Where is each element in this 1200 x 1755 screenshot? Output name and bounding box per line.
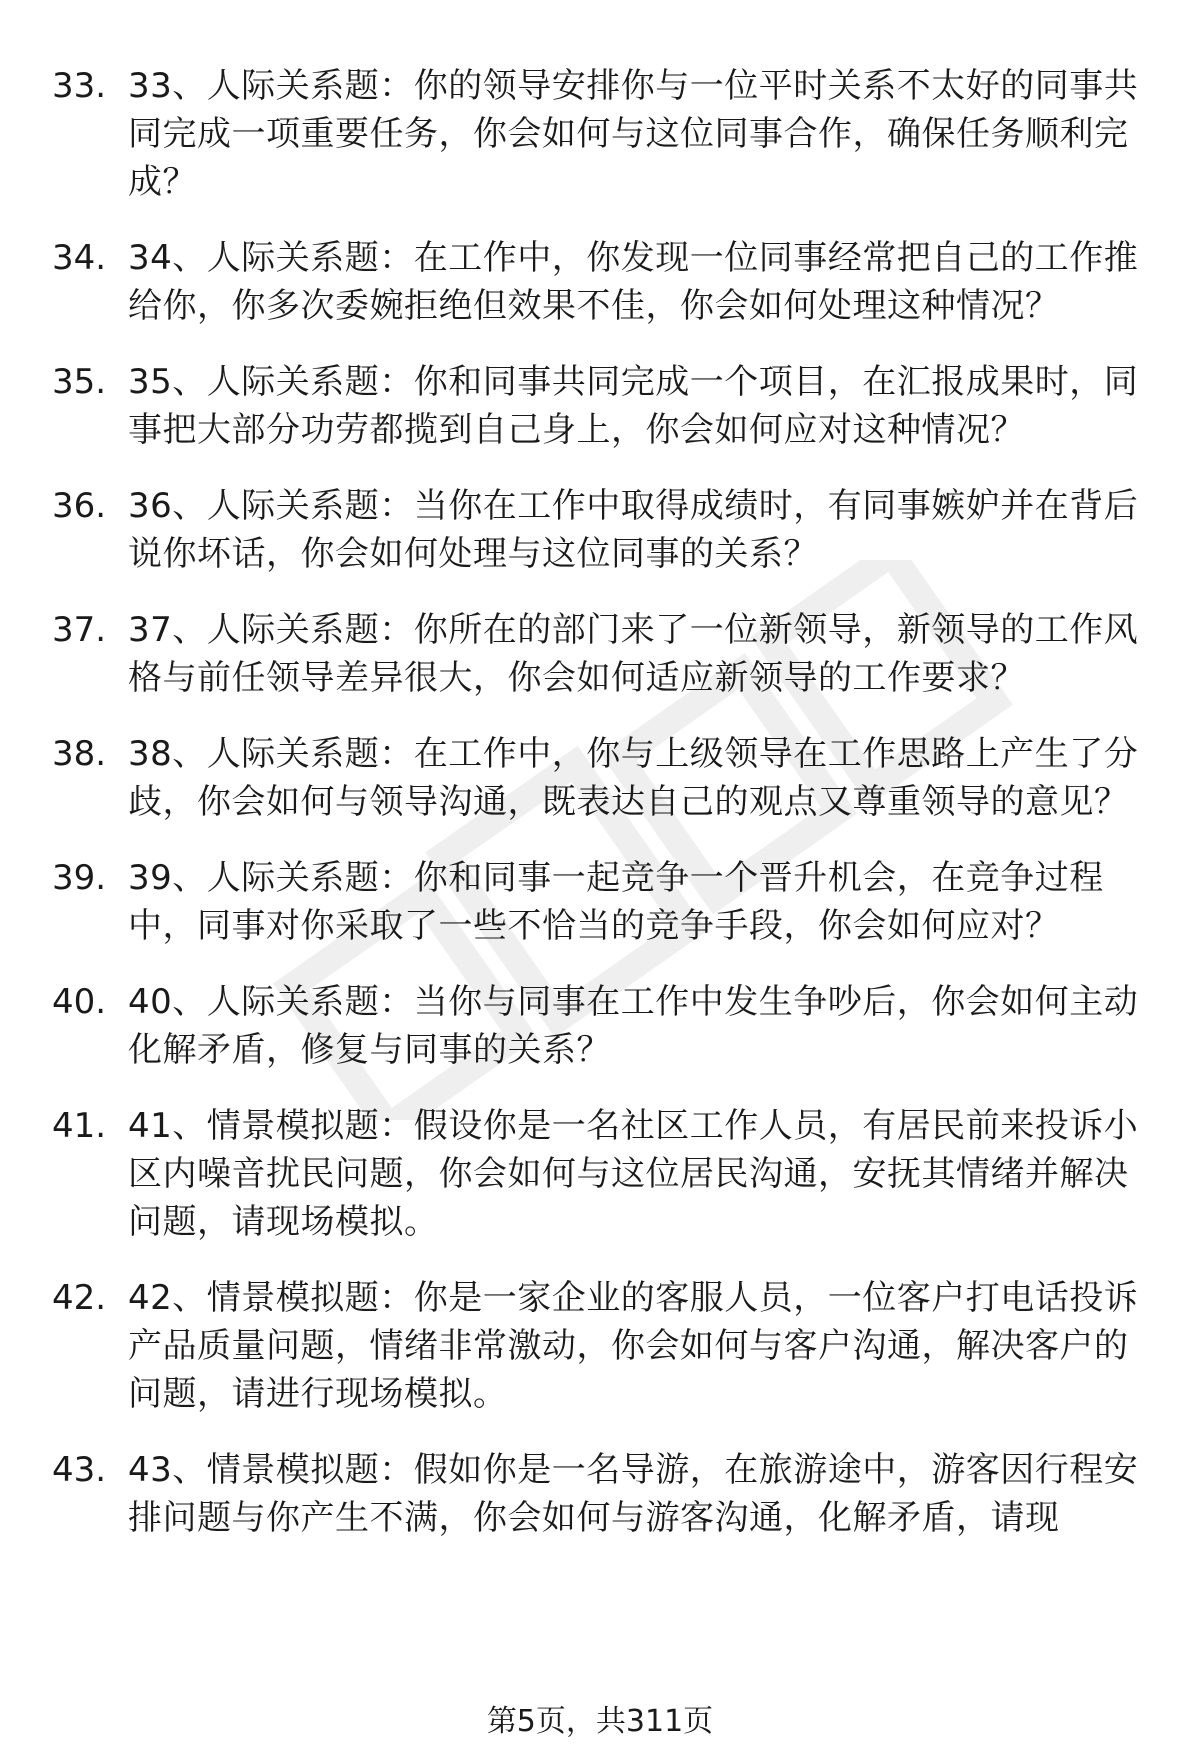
question-number: 38.: [52, 734, 107, 774]
question-item: [0, 854, 1200, 950]
question-number: 41.: [52, 1106, 107, 1146]
question-item: [0, 730, 1200, 826]
question-number: 42.: [52, 1278, 107, 1318]
question-number: 33.: [52, 66, 107, 106]
question-number: 39.: [52, 858, 107, 898]
question-text: 34、人际关系题：在工作中，你发现一位同事经常把自己的工作推给你，你多次委婉拒绝但效果不佳，你会如何处理这种情况？: [128, 238, 1139, 326]
question-item: [0, 978, 1200, 1074]
question-number: 35.: [52, 362, 107, 402]
question-item: [0, 234, 1200, 330]
question-item: [0, 1446, 1200, 1542]
question-item: [0, 482, 1200, 578]
question-text: 35、人际关系题：你和同事共同完成一个项目，在汇报成果时，同事把大部分功劳都揽到自己身上，你会如何应对这种情况？: [128, 362, 1139, 450]
question-item: [0, 606, 1200, 702]
question-text: 33、人际关系题：你的领导安排你与一位平时关系不太好的同事共同完成一项重要任务，你会如何与这位同事合作，确保任务顺利完成？: [128, 66, 1139, 202]
question-text: 40、人际关系题：当你与同事在工作中发生争吵后，你会如何主动化解矛盾，修复与同事的关系？: [128, 982, 1139, 1070]
question-text: 36、人际关系题：当你在工作中取得成绩时，有同事嫉妒并在背后说你坏话，你会如何处理与这位同事的关系？: [128, 486, 1139, 574]
question-text: 42、情景模拟题：你是一家企业的客服人员，一位客户打电话投诉产品质量问题，情绪非常激动，你会如何与客户沟通，解决客户的问题，请进行现场模拟。: [128, 1278, 1139, 1414]
question-text: 43、情景模拟题：假如你是一名导游，在旅游途中，游客因行程安排问题与你产生不满，你会如何与游客沟通，化解矛盾，请现: [128, 1450, 1139, 1538]
page-footer: 第5页，共311页: [486, 1704, 714, 1739]
question-text: 37、人际关系题：你所在的部门来了一位新领导，新领导的工作风格与前任领导差异很大，你会如何适应新领导的工作要求？: [128, 610, 1139, 698]
question-number: 34.: [52, 238, 107, 278]
question-item: [0, 1274, 1200, 1418]
question-item: [0, 358, 1200, 454]
question-text: 38、人际关系题：在工作中，你与上级领导在工作思路上产生了分歧，你会如何与领导沟通，既表达自己的观点又尊重领导的意见？: [128, 734, 1139, 822]
question-number: 37.: [52, 610, 107, 650]
question-text: 39、人际关系题：你和同事一起竞争一个晋升机会，在竞争过程中，同事对你采取了一些不恰当的竞争手段，你会如何应对？: [128, 858, 1104, 946]
question-list: [0, 62, 1200, 1570]
question-number: 36.: [52, 486, 107, 526]
question-number: 40.: [52, 982, 107, 1022]
question-number: 43.: [52, 1450, 107, 1490]
question-text: 41、情景模拟题：假设你是一名社区工作人员，有居民前来投诉小区内噪音扰民问题，你会如何与这位居民沟通，安抚其情绪并解决问题，请现场模拟。: [128, 1106, 1139, 1242]
question-item: [0, 1102, 1200, 1246]
question-item: [0, 62, 1200, 206]
